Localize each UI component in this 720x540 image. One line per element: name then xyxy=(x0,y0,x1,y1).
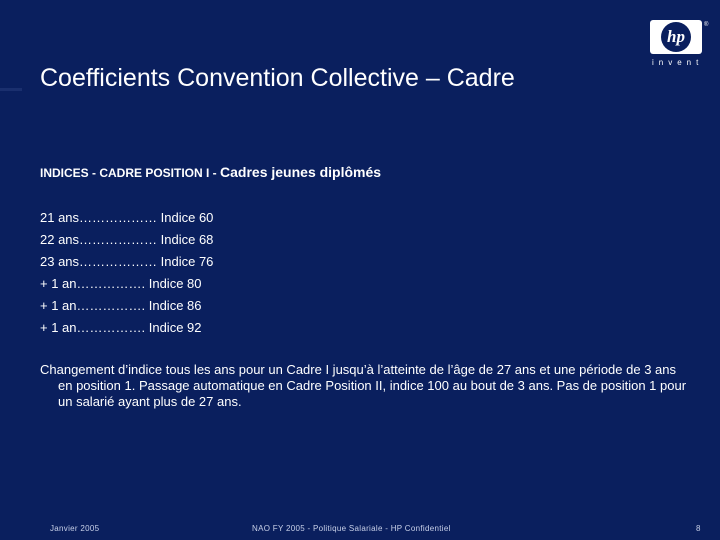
hp-logo-mark: hp xyxy=(661,22,691,52)
section-subtitle xyxy=(40,164,381,182)
footer-date: Janvier 2005 xyxy=(50,524,100,533)
hp-logo xyxy=(650,20,709,67)
hp-logo-tagline: invent xyxy=(652,58,704,67)
list-item: 22 ans……………… Indice 68 xyxy=(40,232,214,247)
title-accent-rule xyxy=(0,88,22,91)
list-item: + 1 an……………. Indice 86 xyxy=(40,298,202,313)
list-item: + 1 an……………. Indice 92 xyxy=(40,320,202,335)
list-item: 23 ans……………… Indice 76 xyxy=(40,254,214,269)
subtitle-main: Cadres jeunes diplômés xyxy=(220,164,382,180)
list-item: 21 ans……………… Indice 60 xyxy=(40,210,214,225)
subtitle-prefix: INDICES - CADRE POSITION I - xyxy=(40,166,221,180)
footer-confidential: NAO FY 2005 - Politique Salariale - HP Confidentiel xyxy=(252,524,451,533)
indices-list xyxy=(40,209,213,341)
page-number: 8 xyxy=(696,524,701,533)
hp-logo-box xyxy=(650,20,702,54)
slide-title: Coefficients Convention Collective – Cadre xyxy=(40,64,515,92)
list-item: + 1 an……………. Indice 80 xyxy=(40,276,202,291)
explanatory-note: Changement d’indice tous les ans pour un Cadre I jusqu’à l’atteinte de l’âge de 27 ans et une période de 3 ans en position 1. Passage automatique en Cadre Position II, indice 100 au bout de 3 ans. Pas de position 1 pour un salarié ayant plus de 27 ans. xyxy=(40,362,687,409)
registered-mark: ® xyxy=(704,22,709,28)
